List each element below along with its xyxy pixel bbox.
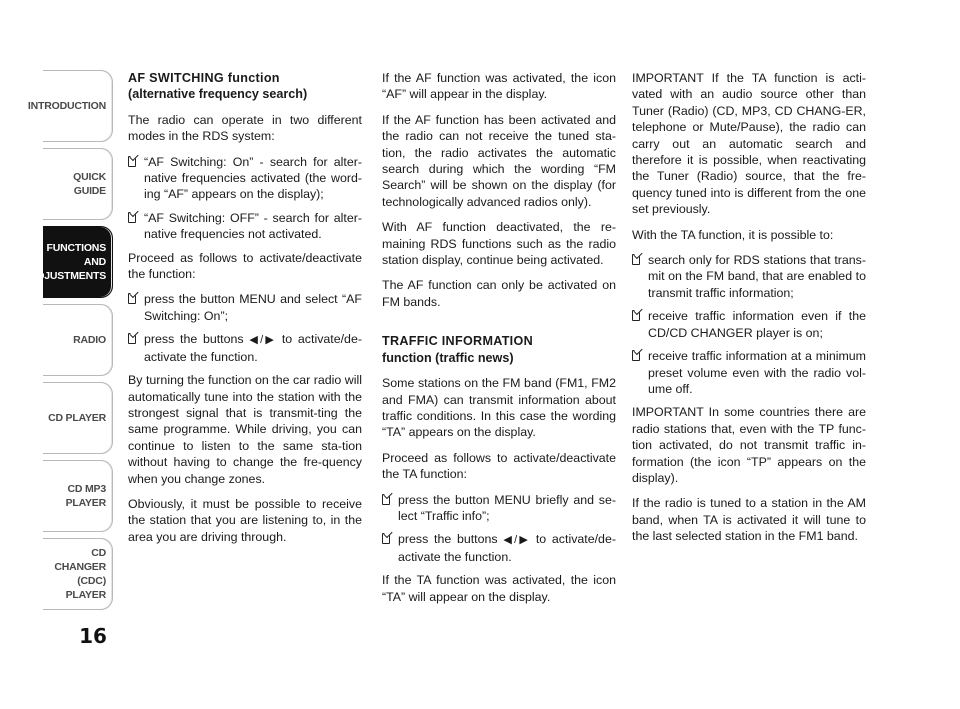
paragraph: Obviously, it must be possible to receive the station that you are listening to, in the area you are driving through. bbox=[128, 496, 362, 544]
heading-line: TRAFFIC INFORMATION bbox=[382, 334, 533, 349]
bullet-item bbox=[632, 252, 866, 301]
page-number: 16 bbox=[79, 624, 107, 648]
bullet-item bbox=[632, 308, 866, 341]
heading-subline: (alternative frequency search) bbox=[128, 87, 308, 102]
bullet-text: “AF Switching: On” - search for alter-native frequencies activated (the word-ing “AF” appears on the display); bbox=[144, 154, 362, 202]
bullet-text: press the button MENU and select “AF Switching: On”; bbox=[144, 292, 362, 323]
tab-cd-changer-player[interactable] bbox=[43, 538, 113, 610]
checkbox-bullet-icon bbox=[632, 350, 640, 361]
tab-quick-guide[interactable] bbox=[43, 148, 113, 220]
column-af-traffic-info bbox=[382, 70, 616, 614]
left-right-arrows-icon: ◀/▶ bbox=[503, 534, 531, 547]
checkbox-bullet-icon bbox=[382, 494, 390, 505]
bullet-text: to activate/de-activate the function. bbox=[398, 532, 616, 564]
column-ta-function bbox=[632, 70, 866, 554]
checkbox-bullet-icon bbox=[128, 212, 136, 223]
spacer bbox=[382, 319, 616, 333]
checkbox-bullet-icon bbox=[632, 254, 640, 265]
tab-label: INTRODUCTION bbox=[27, 100, 106, 112]
tab-label: FUNCTIONS AND ADJUSTMENTS bbox=[29, 242, 106, 282]
bullet-text: search only for RDS stations that trans-mit on the FM band, that are enabled to transmit traffic information; bbox=[648, 253, 866, 300]
paragraph: If the AF function has been activated and the radio can not receive the tuned sta-tion, the radio activates the automatic search during which the wording “FM Search” will be shown on the display (for technologically advanced radios only). bbox=[382, 112, 616, 209]
checkbox-bullet-icon bbox=[128, 156, 136, 167]
paragraph: The AF function can only be activated on FM bands. bbox=[382, 278, 616, 309]
tab-cd-mp3-player[interactable] bbox=[43, 460, 113, 532]
checkbox-bullet-icon bbox=[128, 293, 136, 304]
bullet-text: press the button MENU briefly and se-lect “Traffic info”; bbox=[398, 492, 616, 523]
bullet-item bbox=[382, 492, 616, 525]
bullet-item bbox=[382, 531, 616, 565]
paragraph: With the TA function, it is possible to: bbox=[632, 227, 834, 242]
paragraph: Proceed as follows to activate/deactivate the function: bbox=[128, 250, 362, 282]
tab-label: QUICK GUIDE bbox=[73, 171, 106, 197]
checkbox-bullet-icon bbox=[128, 333, 136, 344]
bullet-item bbox=[128, 210, 362, 243]
bullet-item bbox=[128, 154, 362, 203]
bullet-text: to activate/de-activate the function. bbox=[144, 332, 362, 364]
paragraph: IMPORTANT In some countries there are radio stations that, even with the TP func-tion activated, do not transmit traffic in-formation (the icon “TP” appears on the display). bbox=[632, 405, 866, 485]
tab-label: RADIO bbox=[73, 334, 106, 346]
paragraph: The radio can operate in two different modes in the RDS system: bbox=[128, 112, 362, 144]
paragraph: If the radio is tuned to a station in the AM band, when TA is activated it will tune to the last selected station in the FM1 band. bbox=[632, 496, 866, 544]
paragraph: If the AF function was activated, the icon “AF” will appear in the display. bbox=[382, 71, 616, 102]
tab-cd-player[interactable] bbox=[43, 382, 113, 454]
paragraph: Proceed as follows to activate/deactivate the TA function: bbox=[382, 450, 616, 482]
tab-label: CD PLAYER bbox=[48, 412, 106, 424]
left-right-arrows-icon: ◀/▶ bbox=[249, 334, 277, 347]
bullet-text: receive traffic information even if the CD/CD CHANGER player is on; bbox=[648, 309, 866, 340]
tab-radio[interactable] bbox=[43, 304, 113, 376]
section-heading bbox=[128, 70, 362, 103]
paragraph: By turning the function on the car radio will automatically tune into the station with the strongest signal that is transmit-ting the same programme. While driving, you can continue to listen to the same sta-tion without having to change the fre-quency when you change zones. bbox=[128, 373, 362, 486]
paragraph: If the TA function was activated, the icon “TA” will appear on the display. bbox=[382, 573, 616, 604]
bullet-text: receive traffic information at a minimum preset volume even with the radio vol-ume off. bbox=[648, 349, 866, 396]
tab-label: CD CHANGER (CDC) PLAYER bbox=[54, 547, 106, 601]
bullet-item bbox=[128, 291, 362, 324]
bullet-text: press the buttons bbox=[398, 532, 498, 547]
paragraph: With AF function deactivated, the re-maining RDS functions such as the radio station display, continue being activated. bbox=[382, 220, 616, 268]
section-heading bbox=[382, 333, 616, 366]
heading-line: AF SWITCHING function bbox=[128, 71, 280, 85]
bullet-item bbox=[632, 348, 866, 397]
paragraph: Some stations on the FM band (FM1, FM2 and FMA) can transmit information about traffic conditions. In this case the wording “TA” appears on the display. bbox=[382, 376, 616, 440]
tab-label: CD MP3 PLAYER bbox=[65, 483, 106, 509]
heading-subline: function (traffic news) bbox=[382, 350, 514, 365]
column-af-switching bbox=[128, 70, 362, 554]
checkbox-bullet-icon bbox=[382, 533, 390, 544]
bullet-item bbox=[128, 331, 362, 365]
paragraph: IMPORTANT If the TA function is acti-vated with an audio source other than Tuner (Radio) (CD, MP3, CD CHANG-ER, telephone or Mute/Pause), the radio can carry out an automatic search and therefore it is possible, when reactivating the Tuner (Radio) source, that the fre-quency tuned into is different from the one set previously. bbox=[632, 71, 866, 217]
tab-functions-and-adjustments[interactable] bbox=[29, 226, 113, 298]
tab-introduction[interactable] bbox=[27, 70, 113, 142]
checkbox-bullet-icon bbox=[632, 310, 640, 321]
bullet-text: press the buttons bbox=[144, 332, 244, 347]
bullet-text: “AF Switching: OFF” - search for alter-native frequencies not activated. bbox=[144, 210, 362, 242]
